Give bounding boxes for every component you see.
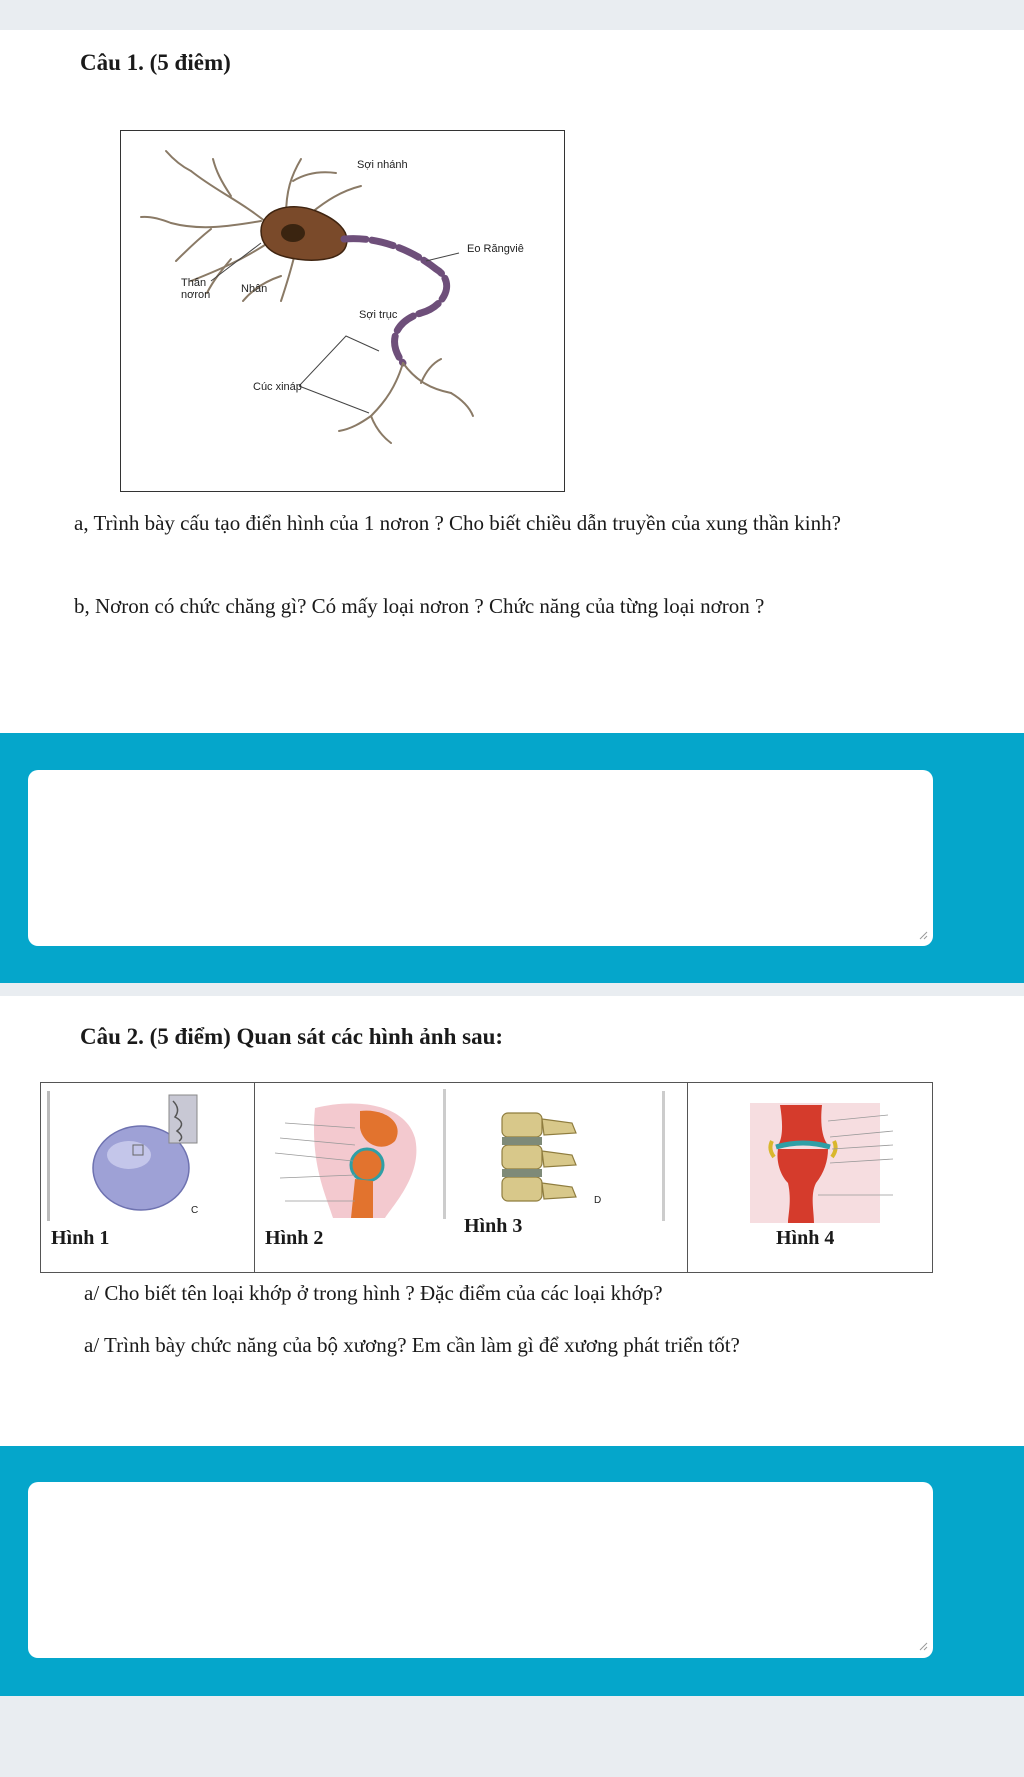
figure-2-cell [254, 1083, 454, 1272]
spine-joint-figure [454, 1083, 687, 1274]
figure-1-cell [41, 1083, 254, 1272]
label-axon: Sợi trục [359, 309, 398, 321]
question-1-part-b: b, Nơron có chức chăng gì? Có mấy loại nơron ? Chức năng của từng loại nơron ? [74, 594, 765, 618]
joint-figures-table [40, 1082, 933, 1273]
question-1-part-a: a, Trình bày cấu tạo điển hình của 1 nơron ? Cho biết chiều dẫn truyền của xung thần kinh? [74, 511, 841, 535]
figure-4-cell [687, 1083, 932, 1272]
question-1-title: Câu 1. (5 điêm) [80, 50, 231, 75]
figure-2-label: Hình 2 [265, 1227, 324, 1249]
answer-input-2[interactable] [28, 1482, 933, 1658]
answer-section-2 [0, 1446, 1024, 1696]
label-ranvier: Eo Răngviê [467, 243, 524, 255]
figure-1-label: Hình 1 [51, 1227, 110, 1249]
answer-input-1[interactable] [28, 770, 933, 946]
neuron-diagram [121, 131, 566, 493]
question-2-part-b: a/ Trình bày chức năng của bộ xương? Em cần làm gì để xương phát triển tốt? [84, 1333, 740, 1357]
question-2-card [0, 996, 1024, 1446]
answer-section-1 [0, 733, 1024, 983]
question-2-title: Câu 2. (5 điểm) Quan sát các hình ảnh sau: [80, 1024, 504, 1049]
figure-4-label: Hình 4 [776, 1227, 835, 1249]
figure-1-letter: C [191, 1205, 199, 1216]
figure-3-letter: D [594, 1195, 602, 1206]
neuron-figure [120, 130, 565, 492]
label-dendrite: Sợi nhánh [357, 159, 408, 171]
label-soma: Thân nơron [181, 277, 211, 301]
figure-3-label: Hình 3 [464, 1215, 523, 1237]
resize-grip-icon[interactable] [918, 930, 928, 940]
question-2-part-a: a/ Cho biết tên loại khớp ở trong hình ? Đặc điểm của các loại khớp? [84, 1281, 663, 1305]
label-synapse: Cúc xináp [253, 381, 302, 393]
label-nucleus: Nhân [241, 283, 268, 295]
resize-grip-icon[interactable] [918, 1641, 928, 1651]
question-1-card [0, 30, 1024, 733]
figure-3-cell [454, 1083, 687, 1272]
